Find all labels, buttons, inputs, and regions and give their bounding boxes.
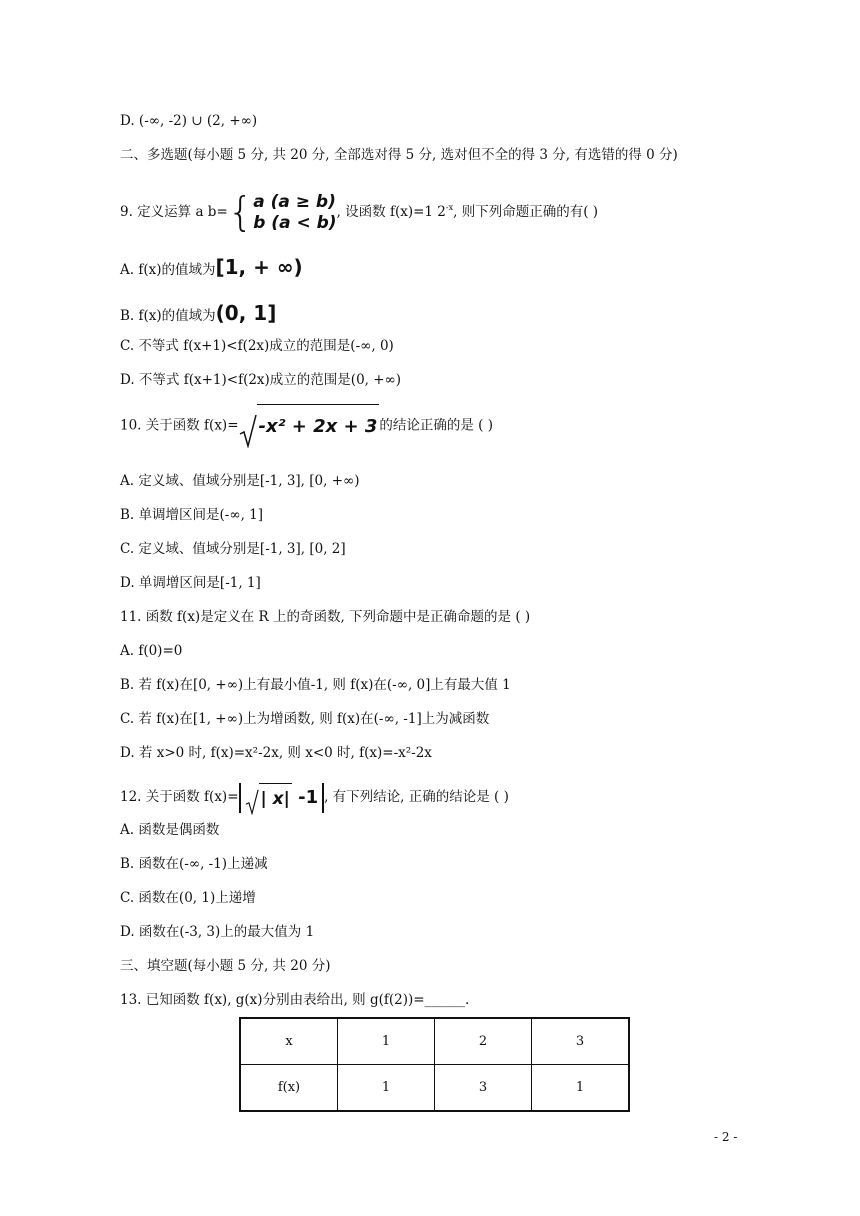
q12-option-b: B. 函数在(-∞, -1)上递减 — [120, 856, 268, 872]
absolute-value-box — [239, 783, 325, 813]
table-cell: f(x) — [240, 1065, 338, 1112]
question-9 — [120, 186, 599, 236]
section-multi-choice-heading: 二、多选题(每小题 5 分, 共 20 分, 全部选对得 5 分, 选对但不全的得 3 分, 有选错的得 0 分) — [120, 147, 678, 163]
piecewise-rows — [253, 192, 336, 234]
q10-option-c: C. 定义域、值域分别是[-1, 3], [0, 2] — [120, 541, 346, 557]
table-row — [240, 1018, 629, 1065]
q10-option-d: D. 单调增区间是[-1, 1] — [120, 575, 261, 591]
q12-minus-one: -1 — [291, 786, 319, 808]
radical-sign-icon — [245, 789, 259, 815]
table-cell: 1 — [338, 1018, 435, 1065]
section-fill-blank-heading: 三、填空题(每小题 5 分, 共 20 分) — [120, 958, 331, 974]
q10-option-b: B. 单调增区间是(-∞, 1] — [120, 507, 264, 523]
option-d-prev: D. (-∞, -2) ∪ (2, +∞) — [120, 113, 258, 129]
q9-option-a-text: A. f(x)的值域为 — [120, 262, 216, 278]
q12-suffix: , 有下列结论, 正确的结论是 ( ) — [324, 789, 509, 805]
q9-option-a-math: [1, + ∞) — [215, 255, 303, 279]
q11-option-d: D. 若 x>0 时, f(x)=x²-2x, 则 x<0 时, f(x)=-x²-2x — [120, 745, 432, 761]
question-12 — [120, 780, 509, 814]
q10-option-a: A. 定义域、值域分别是[-1, 3], [0, +∞) — [120, 473, 360, 489]
q12-option-d: D. 函数在(-3, 3)上的最大值为 1 — [120, 924, 315, 940]
table-cell: x — [240, 1018, 338, 1065]
q10-radicand: -x² + 2x + 3 — [257, 404, 380, 447]
q11-option-a: A. f(0)=0 — [120, 643, 183, 659]
radical-sign-icon — [239, 414, 257, 448]
q9-option-d: D. 不等式 f(x+1)<f(2x)成立的范围是(0, +∞) — [120, 372, 402, 388]
q9-exponent: -x — [445, 203, 454, 212]
q10-suffix: 的结论正确的是 ( ) — [379, 417, 493, 434]
q10-prefix: 10. 关于函数 f(x)= — [120, 417, 239, 434]
q9-option-b-math: (0, 1] — [215, 301, 277, 325]
function-table — [239, 1017, 630, 1112]
q9-option-a — [120, 252, 303, 282]
question-11: 11. 函数 f(x)是定义在 R 上的奇函数, 下列命题中是正确命题的是 ( ) — [120, 609, 531, 625]
q9-option-b — [120, 298, 276, 328]
q12-sqrt-symbol — [245, 783, 292, 815]
question-10 — [120, 404, 493, 444]
brace-symbol: { — [227, 189, 254, 236]
q9-function: , 设函数 f(x)=1 2 — [336, 204, 446, 220]
q9-tail: , 则下列命题正确的有( ) — [453, 204, 599, 220]
table-row — [240, 1065, 629, 1112]
q11-option-c: C. 若 f(x)在[1, +∞)上为增函数, 则 f(x)在(-∞, -1]上为减函数 — [120, 711, 490, 727]
table-cell: 3 — [532, 1018, 630, 1065]
piecewise-row-2: b (a < b) — [253, 212, 337, 233]
q12-option-a: A. 函数是偶函数 — [120, 822, 220, 838]
q9-option-b-text: B. f(x)的值域为 — [120, 308, 216, 324]
piecewise-row-1: a (a ≥ b) — [253, 191, 336, 212]
q12-radicand: | x| — [259, 783, 292, 814]
q11-option-b: B. 若 f(x)在[0, +∞)上有最小值-1, 则 f(x)在(-∞, 0]上有最大值 1 — [120, 677, 511, 693]
table-cell: 1 — [338, 1065, 435, 1112]
q9-prefix: 9. 定义运算 a b= — [120, 204, 228, 220]
question-13: 13. 已知函数 f(x), g(x)分别由表给出, 则 g(f(2))=______. — [120, 992, 470, 1008]
sqrt-symbol — [239, 404, 380, 448]
q12-option-c: C. 函数在(0, 1)上递增 — [120, 890, 256, 906]
page-number: - 2 - — [714, 1130, 738, 1144]
table-cell: 3 — [435, 1065, 532, 1112]
table-cell: 2 — [435, 1018, 532, 1065]
q12-prefix: 12. 关于函数 f(x)= — [120, 789, 239, 805]
table-cell: 1 — [532, 1065, 630, 1112]
q9-option-c: C. 不等式 f(x+1)<f(2x)成立的范围是(-∞, 0) — [120, 338, 394, 354]
